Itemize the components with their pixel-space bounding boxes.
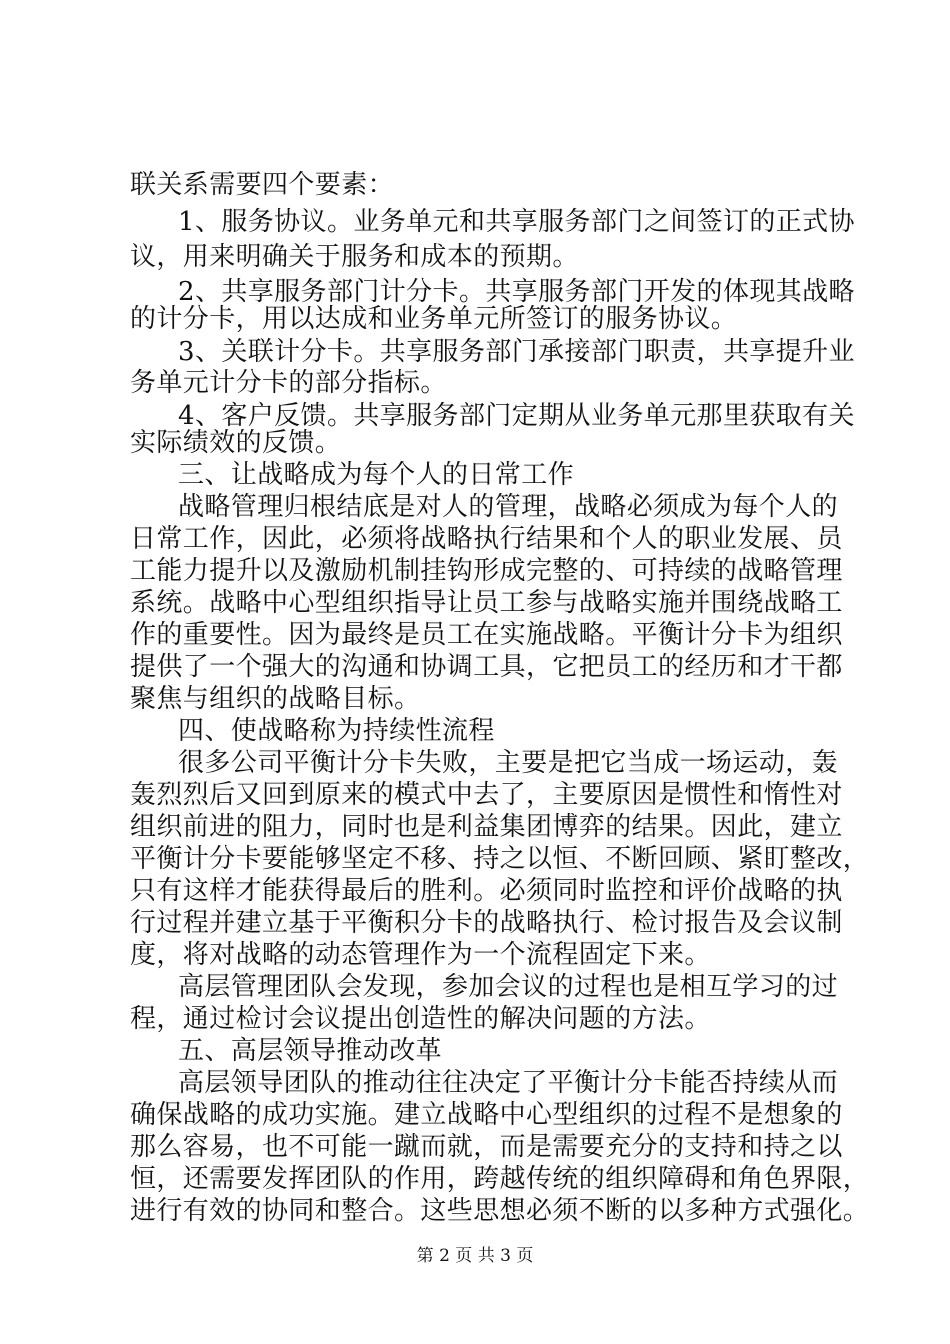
text-line: 1、服务协议。业务单元和共享服务部门之间签订的正式协: [178, 207, 855, 237]
text-line: 2、共享服务部门计分卡。共享服务部门开发的体现其战略: [178, 277, 855, 307]
text-line: 很多公司平衡计分卡失败，主要是把它当成一场运动，轰: [178, 748, 839, 778]
text-line: 作的重要性。因为最终是员工在实施战略。平衡计分卡为组织: [130, 620, 843, 650]
text-line: 3、关联计分卡。共享服务部门承接部门职责，共享提升业: [178, 337, 855, 367]
text-line: 议，用来明确关于服务和成本的预期。: [130, 242, 579, 272]
text-line: 系统。战略中心型组织指导让员工参与战略实施并围绕战略工: [130, 588, 843, 618]
text-line: 程，通过检讨会议提出创造性的解决问题的方法。: [130, 1004, 711, 1034]
text-line: 务单元计分卡的部分指标。: [130, 368, 447, 398]
text-line: 工能力提升以及激励机制挂钩形成完整的、可持续的战略管理: [130, 556, 843, 586]
text-line: 恒，还需要发挥团队的作用，跨越传统的组织障碍和角色界限，: [130, 1164, 870, 1194]
text-line: 战略管理归根结底是对人的管理，战略必须成为每个人的: [178, 492, 839, 522]
text-line: 组织前进的阻力，同时也是利益集团博弈的结果。因此，建立: [130, 812, 843, 842]
section-heading: 五、高层领导推动改革: [178, 1036, 443, 1066]
text-line: 那么容易，也不可能一蹴而就，而是需要充分的支持和持之以: [130, 1132, 843, 1162]
text-line: 平衡计分卡要能够坚定不移、持之以恒、不断回顾、紧盯整改，: [130, 844, 870, 874]
section-heading: 三、让战略成为每个人的日常工作: [178, 460, 575, 490]
text-line: 确保战略的成功实施。建立战略中心型组织的过程不是想象的: [130, 1100, 843, 1130]
text-line: 高层管理团队会发现，参加会议的过程也是相互学习的过: [178, 972, 839, 1002]
text-line: 高层领导团队的推动往往决定了平衡计分卡能否持续从而: [178, 1068, 839, 1098]
text-line: 实际绩效的反馈。: [130, 428, 342, 458]
text-line: 的计分卡，用以达成和业务单元所签订的服务协议。: [130, 304, 738, 334]
text-line: 轰烈烈后又回到原来的模式中去了，主要原因是惯性和惰性对: [130, 780, 843, 810]
text-line: 度，将对战略的动态管理作为一个流程固定下来。: [130, 940, 711, 970]
text-line: 进行有效的协同和整合。这些思想必须不断的以多种方式强化。: [130, 1196, 870, 1226]
text-line: 聚焦与组织的战略目标。: [130, 684, 421, 714]
text-line: 提供了一个强大的沟通和协调工具，它把员工的经历和才干都: [130, 652, 843, 682]
text-line: 只有这样才能获得最后的胜利。必须同时监控和评价战略的执: [130, 876, 843, 906]
text-line: 4、客户反馈。共享服务部门定期从业务单元那里获取有关: [178, 401, 855, 431]
text-line: 联关系需要四个要素：: [130, 170, 395, 200]
page-number-footer: 第 2 页 共 3 页: [416, 1246, 534, 1266]
text-line: 行过程并建立基于平衡积分卡的战略执行、检讨报告及会议制: [130, 908, 843, 938]
section-heading: 四、使战略称为持续性流程: [178, 716, 495, 746]
text-line: 日常工作，因此，必须将战略执行结果和个人的职业发展、员: [130, 524, 843, 554]
